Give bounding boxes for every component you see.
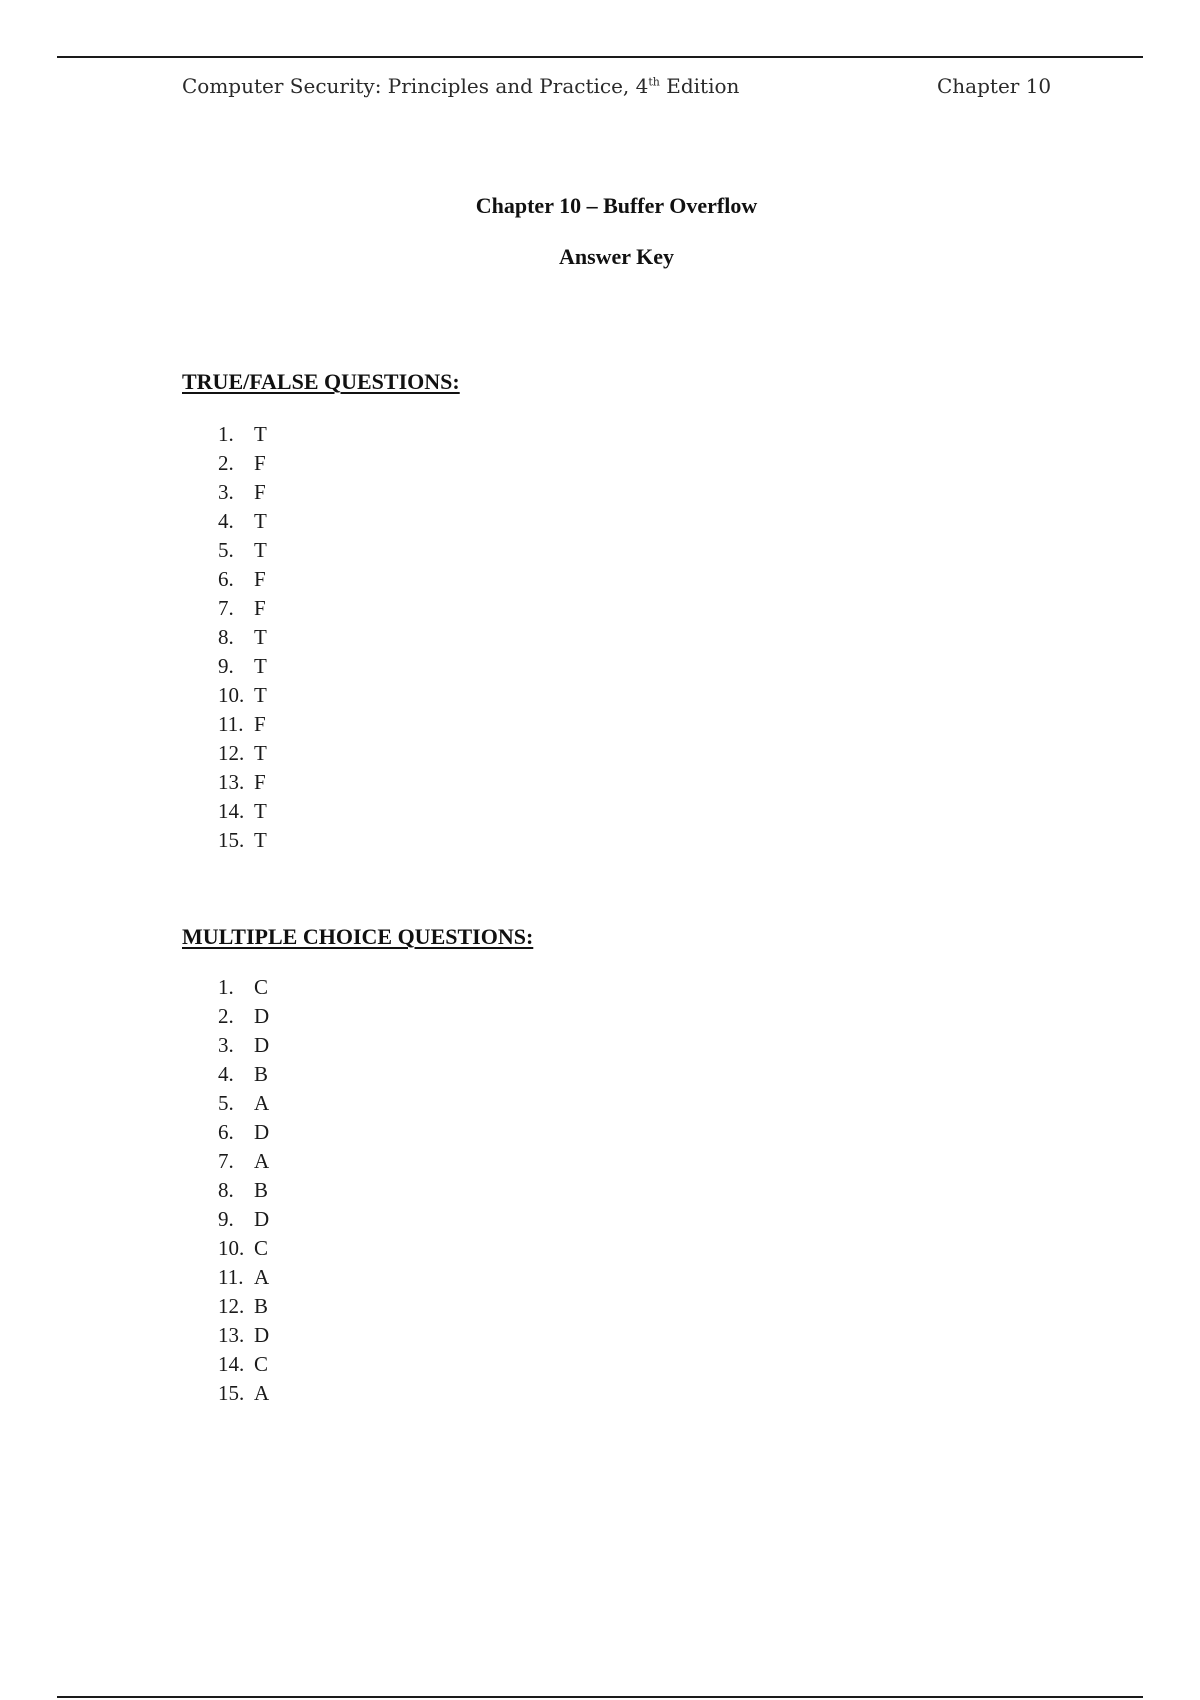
- answer-item: [218, 420, 267, 449]
- book-title: [182, 74, 739, 98]
- answer-value: T: [254, 422, 267, 446]
- answer-item: [218, 1118, 269, 1147]
- answer-item: [218, 449, 267, 478]
- answer-value: F: [254, 596, 266, 620]
- answer-item: [218, 536, 267, 565]
- answer-value: C: [254, 1236, 269, 1260]
- question-number: 8.: [218, 1178, 234, 1202]
- question-number: 10.: [218, 1236, 245, 1260]
- answer-value: F: [254, 770, 266, 794]
- edition-suffix: Edition: [659, 74, 740, 98]
- answer-item: [218, 1350, 269, 1379]
- question-number: 13.: [218, 770, 245, 794]
- question-number: 3.: [218, 480, 234, 504]
- answer-item: [218, 1234, 269, 1263]
- answer-item: [218, 565, 267, 594]
- answer-value: T: [254, 654, 267, 678]
- question-number: 9.: [218, 654, 234, 678]
- answer-value: B: [254, 1062, 269, 1086]
- question-number: 13.: [218, 1323, 245, 1347]
- answer-value: D: [254, 1323, 270, 1347]
- answer-value: T: [254, 741, 267, 765]
- answer-item: [218, 1060, 269, 1089]
- answer-value: A: [254, 1265, 270, 1289]
- answer-value: T: [254, 828, 267, 852]
- question-number: 3.: [218, 1033, 234, 1057]
- answer-item: [218, 652, 267, 681]
- question-number: 15.: [218, 828, 245, 852]
- question-number: 5.: [218, 538, 234, 562]
- question-number: 12.: [218, 1294, 245, 1318]
- answer-item: [218, 478, 267, 507]
- answer-item: [218, 797, 267, 826]
- question-number: 11.: [218, 1265, 244, 1289]
- answer-value: D: [254, 1033, 270, 1057]
- footer-rule: [57, 1696, 1143, 1698]
- question-number: 4.: [218, 1062, 234, 1086]
- question-number: 6.: [218, 1120, 234, 1144]
- answer-item: [218, 1205, 269, 1234]
- answer-value: D: [254, 1207, 270, 1231]
- answer-item: [218, 507, 267, 536]
- answer-item: [218, 681, 267, 710]
- answer-value: B: [254, 1294, 269, 1318]
- question-number: 2.: [218, 1004, 234, 1028]
- running-header: [182, 74, 1052, 104]
- answer-value: A: [254, 1381, 270, 1405]
- answer-item: [218, 1321, 269, 1350]
- answer-value: C: [254, 975, 269, 999]
- question-number: 14.: [218, 1352, 245, 1376]
- answer-value: C: [254, 1352, 269, 1376]
- question-number: 11.: [218, 712, 244, 736]
- question-number: 14.: [218, 799, 245, 823]
- question-number: 1.: [218, 975, 234, 999]
- question-number: 1.: [218, 422, 234, 446]
- answer-item: [218, 1089, 269, 1118]
- answer-value: A: [254, 1091, 270, 1115]
- question-number: 10.: [218, 683, 245, 707]
- question-number: 9.: [218, 1207, 234, 1231]
- answer-value: T: [254, 538, 267, 562]
- question-number: 12.: [218, 741, 245, 765]
- answer-item: [218, 1031, 269, 1060]
- answer-item: [218, 594, 267, 623]
- answer-value: T: [254, 799, 267, 823]
- answer-item: [218, 1263, 269, 1292]
- question-number: 6.: [218, 567, 234, 591]
- answer-value: F: [254, 712, 266, 736]
- answer-item: [218, 1379, 269, 1408]
- answer-value: D: [254, 1120, 270, 1144]
- true-false-answer-list: [218, 420, 267, 855]
- answer-value: T: [254, 509, 267, 533]
- header-rule: [57, 56, 1143, 58]
- answer-item: [218, 710, 267, 739]
- edition-superscript: th: [648, 75, 660, 89]
- header-chapter-label: Chapter 10: [937, 74, 1052, 98]
- answer-item: [218, 768, 267, 797]
- answer-item: [218, 826, 267, 855]
- answer-value: F: [254, 480, 266, 504]
- answer-value: B: [254, 1178, 269, 1202]
- true-false-heading: TRUE/FALSE QUESTIONS:: [182, 369, 460, 394]
- question-number: 8.: [218, 625, 234, 649]
- answer-item: [218, 1147, 269, 1176]
- answer-item: [218, 1002, 269, 1031]
- answer-value: F: [254, 451, 266, 475]
- document-subtitle: Answer Key: [558, 244, 675, 269]
- answer-item: [218, 973, 269, 1002]
- book-title-text: Computer Security: Principles and Practice, 4: [182, 74, 649, 98]
- answer-value: T: [254, 625, 267, 649]
- answer-value: T: [254, 683, 267, 707]
- answer-value: D: [254, 1004, 270, 1028]
- answer-item: [218, 1176, 269, 1205]
- document-title: Chapter 10 – Buffer Overflow: [475, 193, 758, 218]
- multiple-choice-answer-list: [218, 973, 269, 1408]
- question-number: 2.: [218, 451, 234, 475]
- question-number: 7.: [218, 1149, 234, 1173]
- answer-item: [218, 623, 267, 652]
- answer-value: F: [254, 567, 266, 591]
- question-number: 7.: [218, 596, 234, 620]
- question-number: 15.: [218, 1381, 245, 1405]
- answer-item: [218, 739, 267, 768]
- question-number: 4.: [218, 509, 234, 533]
- answer-item: [218, 1292, 269, 1321]
- question-number: 5.: [218, 1091, 234, 1115]
- answer-value: A: [254, 1149, 270, 1173]
- multiple-choice-heading: MULTIPLE CHOICE QUESTIONS:: [182, 924, 534, 949]
